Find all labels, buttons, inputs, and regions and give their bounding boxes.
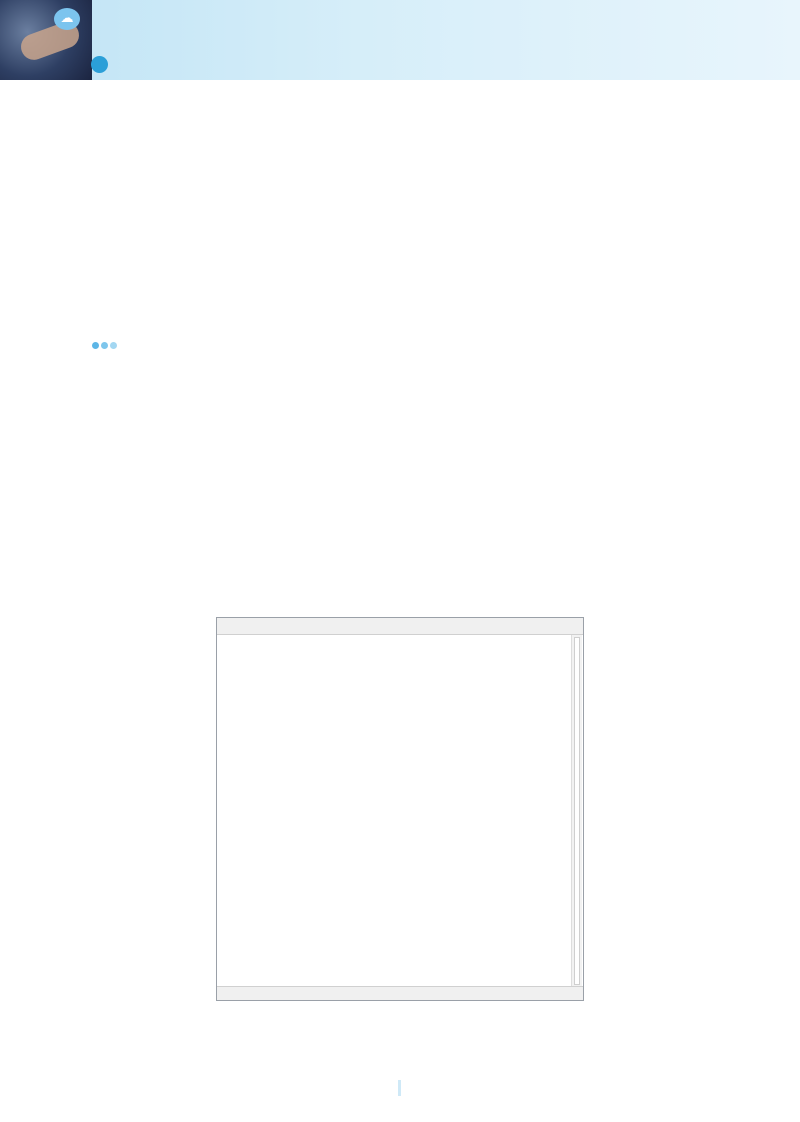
page-header	[0, 0, 800, 80]
editor-menubar	[217, 618, 583, 635]
header-photo	[0, 0, 92, 80]
body-paragraph	[92, 517, 708, 542]
body-paragraph	[92, 566, 708, 591]
cipher-diagram	[420, 122, 720, 257]
cloud-lock-icon: ☁	[54, 8, 80, 30]
bullet-dots-icon	[92, 342, 117, 349]
body-paragraph	[92, 468, 708, 493]
body-paragraph	[92, 419, 708, 444]
editor-status-bar	[217, 986, 583, 1000]
vertical-scrollbar[interactable]	[571, 635, 582, 987]
series-title-connector	[91, 56, 108, 73]
section-heading	[92, 342, 123, 349]
series-title	[88, 56, 111, 73]
scrollbar-thumb[interactable]	[574, 637, 580, 985]
binary-decoration	[92, 2, 340, 62]
python-editor-window	[216, 617, 584, 1001]
code-listing	[221, 636, 569, 986]
caesar-cipher-figure	[420, 122, 720, 282]
body-paragraph	[92, 370, 708, 395]
page-number-divider	[398, 1080, 401, 1096]
